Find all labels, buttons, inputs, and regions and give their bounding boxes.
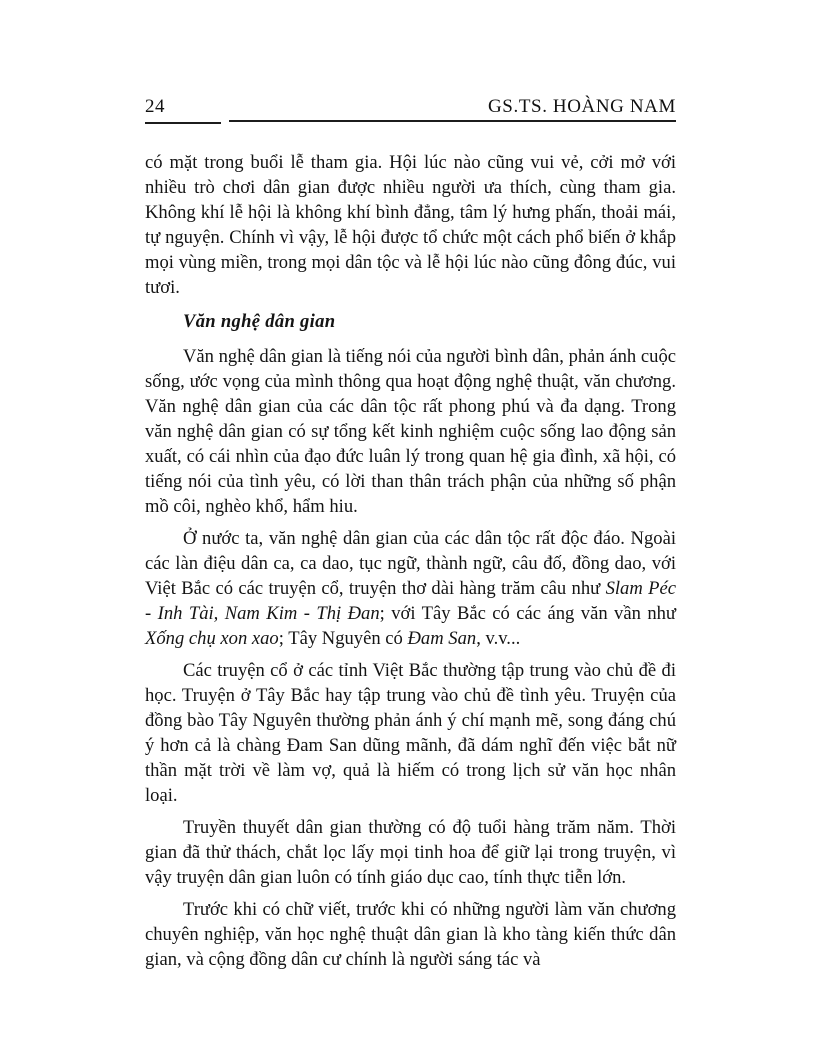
header-rule-left-segment [145, 122, 221, 124]
text-run: Văn nghệ dân gian là tiếng nói của người bình dân, phản ánh cuộc sống, ước vọng của mình thông qua hoạt động nghệ thuật, văn chương. Văn nghệ dân gian của các dân tộc rất phong phú và đa dạng. Trong văn nghệ dân gian có sự tổng kết kinh nghiệm cuộc sống lao động sản xuất, có cái nhìn của đạo đức luân lý trong quan hệ gia đình, xã hội, có tiếng nói của tình yêu, có lời than thân trách phận của những số phận mồ côi, nghèo khổ, hẩm hiu. [145, 346, 676, 517]
page-number: 24 [145, 96, 165, 117]
page-content-area [145, 97, 676, 972]
text-run: có mặt trong buổi lễ tham gia. Hội lúc nào cũng vui vẻ, cởi mở với nhiều trò chơi dân gian được nhiều người ưa thích, cùng tham gia. Không khí lễ hội là không khí bình đẳng, tâm lý hưng phấn, thoải mái, tự nguyện. Chính vì vậy, lễ hội được tổ chức một cách phổ biến ở khắp mọi vùng miền, trong mọi dân tộc và lễ hội lúc nào cũng đông đúc, vui tươi. [145, 152, 676, 298]
italic-title-run: Slam Péc - Inh Tài, Nam Kim - Thị Đan [145, 578, 676, 624]
text-run: Các truyện cổ ở các tỉnh Việt Bắc thường tập trung vào chủ đề đi học. Truyện ở Tây Bắc hay tập trung vào chủ đề tình yêu. Truyện của đồng bào Tây Nguyên thường phản ánh ý chí mạnh mẽ, song đáng chú ý hơn cả là chàng Đam San dũng mãnh, đã dám nghĩ đến việc bắt nữ thần mặt trời về làm vợ, quả là hiếm có trong lịch sử văn học nhân loại. [145, 660, 676, 806]
header-rule [145, 120, 676, 124]
page-body [145, 150, 676, 972]
text-run: ; với Tây Bắc có các áng văn vần như [379, 603, 677, 624]
paragraph [145, 815, 676, 890]
italic-title-run: Xống chụ xon xao [145, 628, 279, 649]
paragraph [145, 897, 676, 972]
paragraph [145, 526, 676, 651]
paragraph [145, 658, 676, 808]
text-run: , v.v... [476, 628, 521, 649]
text-run: Trước khi có chữ viết, trước khi có những người làm văn chương chuyên nghiệp, văn học nghệ thuật dân gian là kho tàng kiến thức dân gian, và cộng đồng dân cư chính là người sáng tác và [145, 899, 676, 970]
text-run: Truyền thuyết dân gian thường có độ tuổi hàng trăm năm. Thời gian đã thử thách, chắt lọc lấy mọi tinh hoa để giữ lại trong truyện, vì vậy truyện dân gian luôn có tính giáo dục cao, tính thực tiễn lớn. [145, 817, 676, 888]
text-run: Ở nước ta, văn nghệ dân gian của các dân tộc rất độc đáo. Ngoài các làn điệu dân ca, ca dao, tục ngữ, thành ngữ, câu đố, đồng dao, với Việt Bắc có các truyện cổ, truyện thơ dài hàng trăm câu như [145, 528, 676, 599]
paragraph [145, 344, 676, 519]
text-run: ; Tây Nguyên có [278, 628, 408, 649]
header-rule-right-segment [229, 120, 676, 122]
paragraph [145, 150, 676, 300]
running-title: GS.TS. HOÀNG NAM [487, 96, 676, 117]
running-header [145, 97, 676, 117]
section-heading: Văn nghệ dân gian [183, 311, 336, 332]
italic-title-run: Đam San [407, 628, 477, 649]
